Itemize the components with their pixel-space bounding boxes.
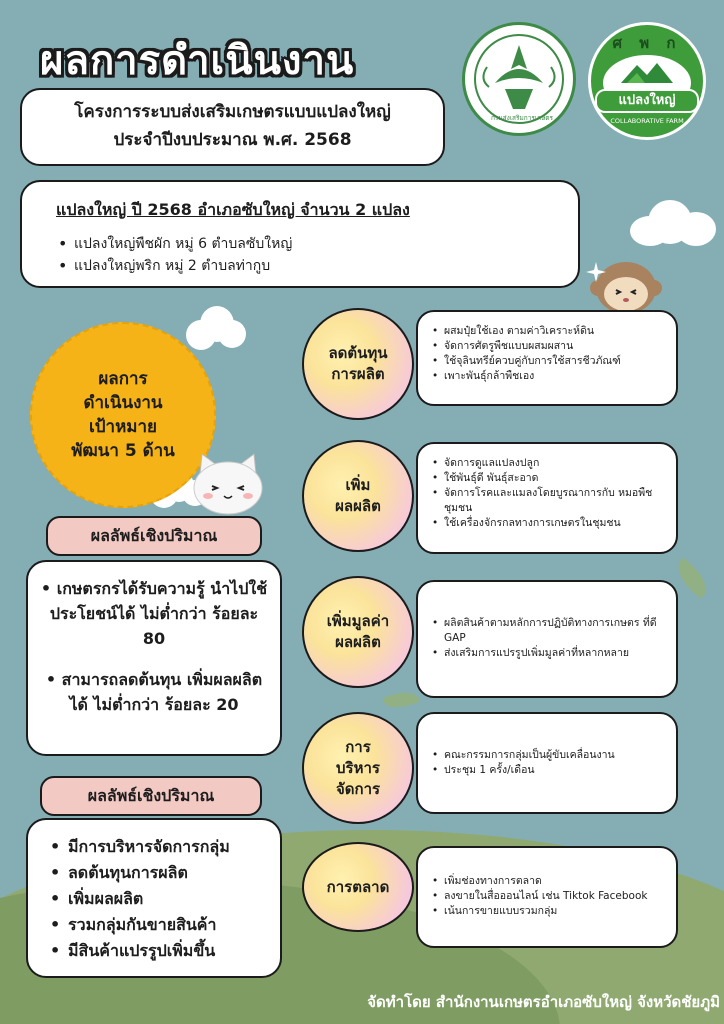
collaborative-farm-logo [588,22,706,140]
goal-circle-label: การผลิต [331,365,385,383]
list-item: • เพาะพันธุ์กล้าพืชเอง [432,369,670,384]
badge-top-text: ศ พ ก [612,34,682,52]
qualitative-list [48,834,270,964]
list-item: • เน้นการขายแบบรวมกลุ่ม [432,904,670,919]
fiscal-year: ประจำปีงบประมาณ พ.ศ. 2568 [113,130,352,150]
list-item: • ผสมปุ๋ยใช้เอง ตามค่าวิเคราะห์ดิน [432,324,670,339]
goal-circle-label: เพิ่มมูลค่า [326,612,390,630]
list-item: • จัดการโรคและแมลงโดยบูรณาการกับ หมอพืชชุมชน [432,486,670,516]
cat-mascot-icon [186,450,270,518]
sun-line: ผลการ [98,369,148,389]
list-item: • แปลงใหญ่พริก หมู่ 2 ตำบลท่ากูบ [56,255,578,277]
list-item: • ใช้พันธุ์ดี พันธุ์สะอาด [432,471,670,486]
list-item: • ลงขายในสื่อออนไลน์ เช่น Tiktok Facebook [432,889,670,904]
goal-circle-label: ผลผลิต [335,633,381,651]
list-item: • รวมกลุ่มกันขายสินค้า [48,912,270,938]
list-item: • ใช้เครื่องจักรกลทางการเกษตรในชุมชน [432,516,670,531]
list-item: • ลดต้นทุนการผลิต [48,860,270,886]
goal-circle-marketing [302,842,414,932]
goal-info-yield [416,442,678,554]
list-item: • เพิ่มผลผลิต [48,886,270,912]
footer-credit: จัดทำโดย สำนักงานเกษตรอำเภอซับใหญ่ จังหวัดชัยภูมิ [367,993,720,1011]
plots-heading: แปลงใหญ่ ปี 2568 อำเภอซับใหญ่ จำนวน 2 แปลง [56,200,410,219]
list-item: • แปลงใหญ่พืชผัก หมู่ 6 ตำบลซับใหญ่ [56,233,578,255]
project-card [20,88,445,166]
list-item: • ประชุม 1 ครั้ง/เดือน [432,763,670,778]
list-item: • จัดการดูแลแปลงปลูก [432,456,670,471]
goal-circle-management [302,712,414,824]
badge-main-label: แปลงใหญ่ [595,89,699,113]
list-item: • ผลิตสินค้าตามหลักการปฏิบัติทางการเกษตร ที่ดี GAP [432,616,670,646]
list-item: • มีสินค้าแปรรูปเพิ่มขึ้น [48,938,270,964]
goal-circle-label: การตลาด [326,877,390,896]
quantitative-card [26,560,282,756]
list-item: • คณะกรรมการกลุ่มเป็นผู้ขับเคลื่อนงาน [432,748,670,763]
goal-circle-value [302,576,414,688]
list-item: • มีการบริหารจัดการกลุ่ม [48,834,270,860]
doae-logo [462,22,576,136]
plots-card [20,180,580,288]
goal-circle-yield [302,440,414,552]
goal-circle-label: ผลผลิต [335,497,381,515]
goal-circle-label: บริหาร [336,758,380,777]
quantitative-result: • เกษตรกรได้รับความรู้ นำไปใช้ประโยชน์ได้ ไม่ต่ำกว่า ร้อยละ 80 [40,579,268,648]
list-item: • ใช้จุลินทรีย์ควบคู่กับการใช้สารชีวภัณฑ์ [432,354,670,369]
goal-circle-label: จัดการ [335,779,381,798]
quantitative-result: • สามารถลดต้นทุน เพิ่มผลผลิตได้ ไม่ต่ำกว่า ร้อยละ 20 [45,670,263,714]
monkey-mascot-icon [586,252,666,318]
goal-info-value [416,580,678,698]
cloud-sun-decoration [186,306,246,354]
qualitative-label: ผลลัพธ์เชิงปริมาณ [40,776,262,816]
sun-line: พัฒนา 5 ด้าน [71,441,175,461]
leaf-decoration [382,687,419,714]
goal-circle-label: การ [345,737,371,756]
doae-logo-caption: กรมส่งเสริมการเกษตร [490,114,554,122]
goal-info-cost [416,310,678,406]
project-name: โครงการระบบส่งเสริมเกษตรแบบแปลงใหญ่ [74,102,391,122]
goal-circle-cost [302,308,414,420]
page-title: ผลการดำเนินงาน [40,38,355,84]
mountain-icon [617,59,677,85]
list-item: • ส่งเสริมการแปรรูปเพิ่มมูลค่าที่หลากหลาย [432,646,670,661]
goal-info-marketing [416,846,678,948]
cloud-right-decoration [630,200,720,250]
badge-sub-label: COLLABORATIVE FARM [610,117,684,125]
qualitative-card [26,818,282,978]
sun-line: เป้าหมาย [88,417,158,437]
goal-circle-label: เพิ่ม [345,476,371,494]
sun-line: ดำเนินงาน [83,393,163,413]
goal-info-management [416,712,678,814]
goal-circle-label: ลดต้นทุน [328,344,388,362]
plots-list [56,233,578,277]
quantitative-label: ผลลัพธ์เชิงปริมาณ [46,516,262,556]
list-item: • จัดการศัตรูพืชแบบผสมผสาน [432,339,670,354]
list-item: • เพิ่มช่องทางการตลาด [432,874,670,889]
